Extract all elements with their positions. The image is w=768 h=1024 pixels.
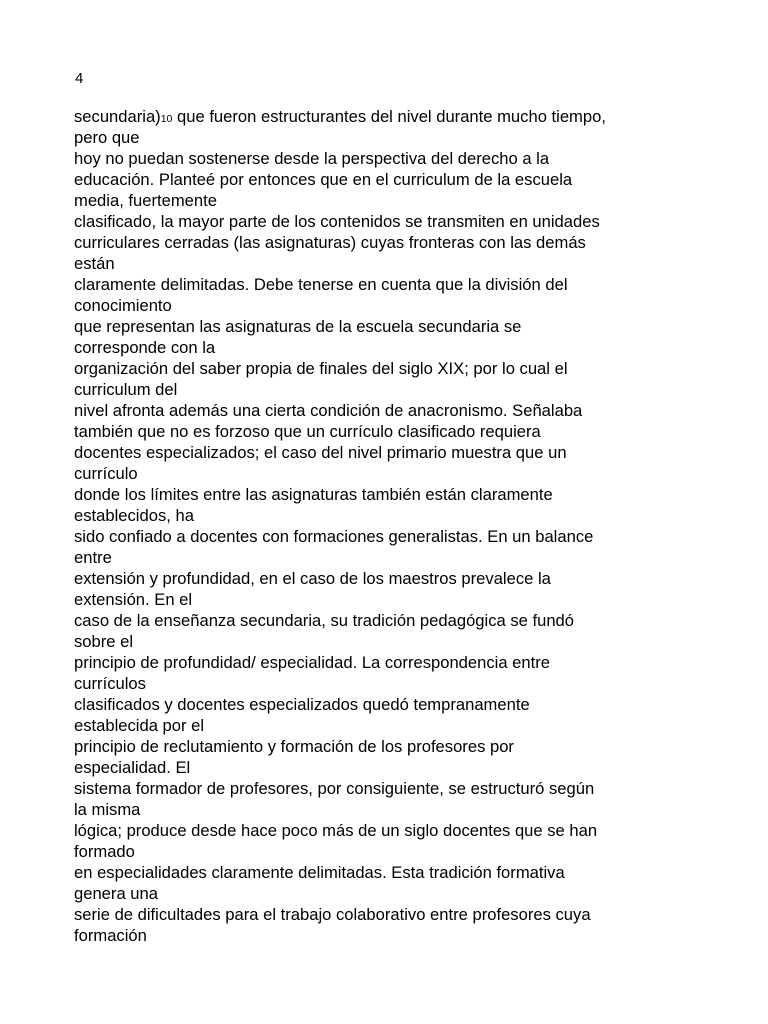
text-line: conocimiento xyxy=(74,296,172,315)
text-line: docentes especializados; el caso del nivel primario muestra que un xyxy=(74,443,567,462)
text-line: también que no es forzoso que un currículo clasificado requiera xyxy=(74,422,541,441)
page-number: 4 xyxy=(75,70,84,87)
text-line: en especialidades claramente delimitadas. Esta tradición formativa xyxy=(74,863,565,882)
text-line: sistema formador de profesores, por consiguiente, se estructuró según xyxy=(74,779,595,798)
text-line: la misma xyxy=(74,800,141,819)
text-line: caso de la enseñanza secundaria, su tradición pedagógica se fundó xyxy=(74,611,575,630)
text-line: formado xyxy=(74,842,135,861)
text-line: clasificado, la mayor parte de los contenidos se transmiten en unidades xyxy=(74,212,600,231)
text-line: principio de profundidad/ especialidad. La correspondencia entre xyxy=(74,653,551,672)
text-line: serie de dificultades para el trabajo colaborativo entre profesores cuya xyxy=(74,905,591,924)
text-line: currículos xyxy=(74,674,146,693)
footnote-reference[interactable]: 10 xyxy=(160,113,173,125)
text-line: lógica; produce desde hace poco más de un siglo docentes que se han xyxy=(74,821,598,840)
text-line: donde los límites entre las asignaturas también están claramente xyxy=(74,485,553,504)
text-line xyxy=(74,106,754,127)
text-line: nivel afronta además una cierta condición de anacronismo. Señalaba xyxy=(74,401,583,420)
text-segment: secundaria) xyxy=(74,107,161,126)
text-line: organización del saber propia de finales del siglo XIX; por lo cual el xyxy=(74,359,568,378)
text-line: sobre el xyxy=(74,632,134,651)
text-line: claramente delimitadas. Debe tenerse en cuenta que la división del xyxy=(74,275,568,294)
text-line: hoy no puedan sostenerse desde la perspectiva del derecho a la xyxy=(74,149,550,168)
text-line: sido confiado a docentes con formaciones generalistas. En un balance xyxy=(74,527,594,546)
text-line: genera una xyxy=(74,884,158,903)
text-line: pero que xyxy=(74,128,140,147)
text-line: entre xyxy=(74,548,112,567)
text-line: currículo xyxy=(74,464,138,483)
text-line: especialidad. El xyxy=(74,758,191,777)
text-line: están xyxy=(74,254,115,273)
text-line: corresponde con la xyxy=(74,338,216,357)
body-text xyxy=(74,106,754,946)
text-line: extensión. En el xyxy=(74,590,193,609)
text-line: principio de reclutamiento y formación de los profesores por xyxy=(74,737,514,756)
text-line: establecidos, ha xyxy=(74,506,194,525)
text-segment: que fueron estructurantes del nivel durante mucho tiempo, xyxy=(172,107,606,126)
text-line: educación. Planteé por entonces que en el curriculum de la escuela xyxy=(74,170,573,189)
text-line: formación xyxy=(74,926,147,945)
text-line: curriculum del xyxy=(74,380,178,399)
text-line: curriculares cerradas (las asignaturas) cuyas fronteras con las demás xyxy=(74,233,586,252)
text-line: que representan las asignaturas de la escuela secundaria se xyxy=(74,317,522,336)
text-line: clasificados y docentes especializados quedó tempranamente xyxy=(74,695,530,714)
text-line: establecida por el xyxy=(74,716,205,735)
text-line: extensión y profundidad, en el caso de los maestros prevalece la xyxy=(74,569,551,588)
text-line: media, fuertemente xyxy=(74,191,217,210)
